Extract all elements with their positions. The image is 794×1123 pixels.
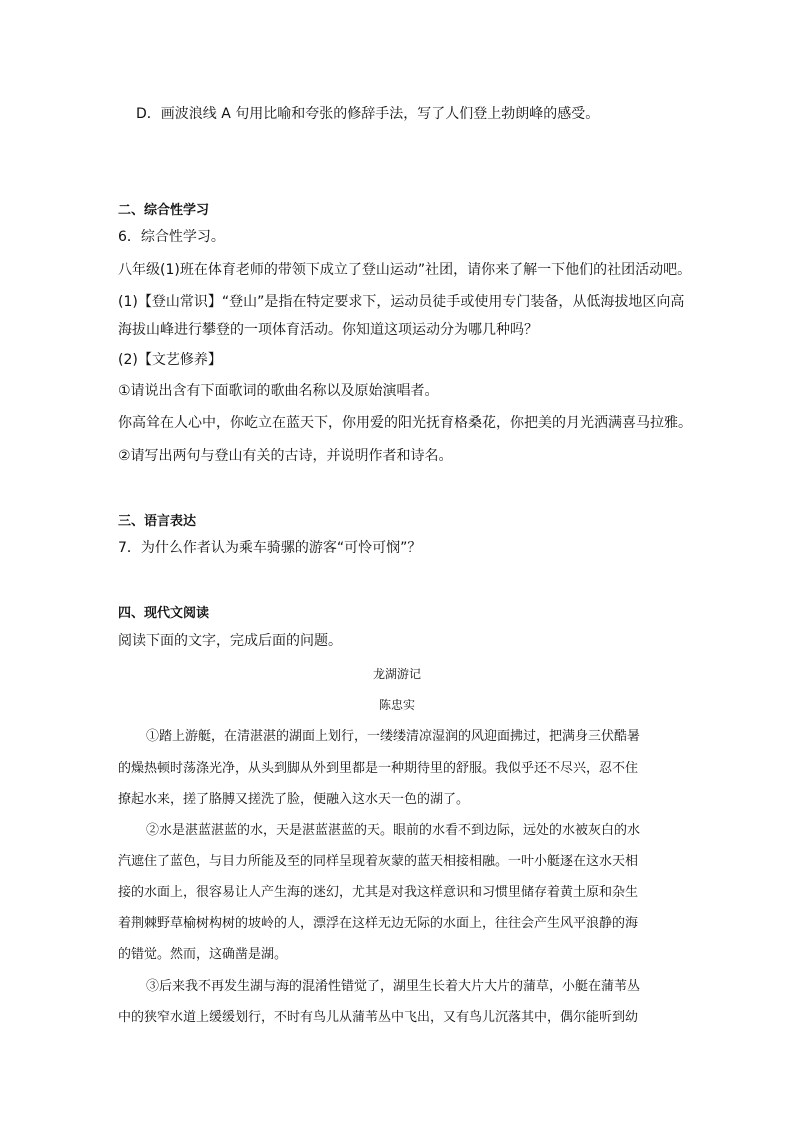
question-6-sub1: ①请说出含有下面歌词的歌曲名称以及原始演唱者。: [118, 383, 439, 399]
paragraph-2-line-5: 的错觉。然而，这确凿是湖。: [118, 947, 288, 962]
article-title: 龙湖游记: [372, 667, 421, 681]
paragraph-2-line-3: 接的水面上，很容易让人产生海的迷幻，尤其是对我这样意识和习惯里储存着黄土原和杂生: [118, 885, 639, 900]
section-4-heading: 四、现代文阅读: [118, 606, 210, 621]
article-author: 陈忠实: [378, 698, 415, 712]
question-6-part1-line2: 海拔山峰进行攀登的一项体育活动。你知道这项运动分为哪几种吗？: [118, 322, 538, 338]
paragraph-3-line-1: ③后来我不再发生湖与海的混淆性错觉了，湖里生长着大片大片的蒲草，小艇在蒲苇丛: [146, 979, 641, 994]
paragraph-2-line-1: ②水是湛蓝湛蓝的水，天是湛蓝湛蓝的天。眼前的水看不到边际，远处的水被灰白的水: [146, 823, 641, 838]
question-7: 7．为什么作者认为乘车骑骡的游客“可怜可悯”？: [118, 540, 422, 556]
paragraph-2-line-2: 汽遮住了蓝色，与目力所能及至的同样呈现着灰蒙的蓝天相接相融。一叶小艇逐在这水天相: [118, 854, 639, 869]
paragraph-3-line-2: 中的狭窄水道上缓缓划行，不时有鸟儿从蒲苇丛中飞出，又有鸟儿沉落其中，偶尔能听到幼: [118, 1010, 639, 1025]
question-6-part2: (2)【文艺修养】: [118, 352, 222, 368]
section-3-heading: 三、语言表达: [118, 514, 197, 529]
option-d: D．画波浪线 A 句用比喻和夸张的修辞手法，写了人们登上勃朗峰的感受。: [136, 106, 600, 122]
reading-instruction: 阅读下面的文字，完成后面的问题。: [118, 633, 342, 649]
question-6-intro: 八年级(1)班在体育老师的带领下成立了登山运动”社团，请你来了解一下他们的社团活动吧。: [118, 262, 692, 278]
question-6-part1-line1: (1)【登山常识】“登山”是指在特定要求下，运动员徒手或使用专门装备，从低海拔地区向高: [118, 294, 685, 310]
question-6-sub2: ②请写出两句与登山有关的古诗，并说明作者和诗名。: [118, 448, 453, 464]
paragraph-1-line-1: ①踏上游艇，在清湛湛的湖面上划行，一缕缕清凉湿润的风迎面拂过，把满身三伏酷暑: [146, 729, 641, 744]
paragraph-1-line-3: 撩起水来，搓了胳膊又搓洗了脸，便融入这水天一色的湖了。: [118, 792, 470, 807]
paragraph-2-line-4: 着荆棘野草榆树构树的坡岭的人，漂浮在这样无边无际的水面上，往往会产生风平浪静的海: [118, 916, 639, 931]
section-2-heading: 二、综合性学习: [118, 203, 210, 218]
paragraph-1-line-2: 的燥热顿时荡涤光净，从头到脚从外到里都是一种期待里的舒服。我似乎还不尽兴，忍不住: [118, 761, 639, 776]
question-6-title: 6．综合性学习。: [118, 229, 225, 245]
song-lyrics: 你高耸在人心中，你屹立在蓝天下，你用爱的阳光抚育格桑花，你把美的月光洒满喜马拉雅。: [118, 415, 692, 431]
